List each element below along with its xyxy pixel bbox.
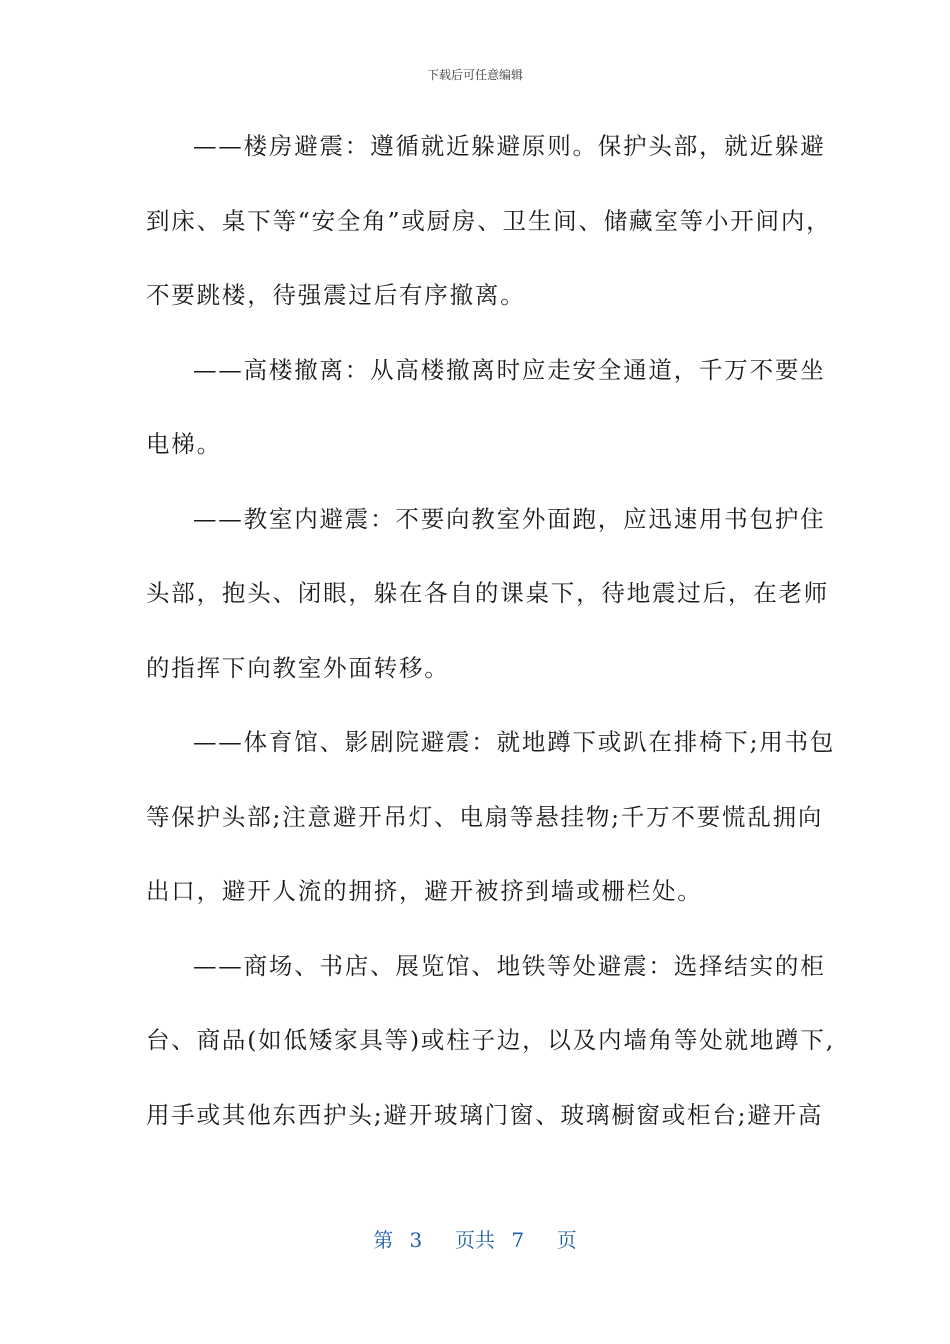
paragraph bbox=[146, 120, 832, 344]
paragraph-line: 电梯。 bbox=[146, 430, 222, 458]
document-body bbox=[146, 120, 836, 1163]
paragraph-line: 出口，避开人流的拥挤，避开被挤到墙或栅栏处。 bbox=[146, 877, 703, 905]
paragraph-line: 的指挥下向教室外面转移。 bbox=[146, 653, 450, 682]
paragraph-line: 用手或其他东西护头;避开玻璃门窗、玻璃橱窗或柜台;避开高 bbox=[146, 1100, 824, 1129]
paragraph bbox=[146, 716, 836, 940]
paragraph-line: 台、商品(如低矮家具等)或柱子边，以及内墙角等处就地蹲下, bbox=[146, 1026, 836, 1054]
paragraph bbox=[146, 493, 830, 717]
paragraph-line: 等保护头部;注意避开吊灯、电扇等悬挂物;千万不要慌乱拥向 bbox=[146, 802, 824, 831]
paragraph bbox=[146, 940, 836, 1164]
page-header: 下载后可任意编辑 bbox=[426, 68, 523, 82]
paragraph-line: ——商场、书店、展览馆、地铁等处避震：选择结实的柜 bbox=[193, 951, 826, 980]
paragraph-line: 到床、桌下等“安全角”或厨房、卫生间、储藏室等小开间内， bbox=[146, 206, 832, 235]
paragraph bbox=[146, 344, 826, 493]
paragraph-line: 不要跳楼，待强震过后有序撤离。 bbox=[146, 281, 526, 309]
paragraph-line: ——教室内避震：不要向教室外面跑，应迅速用书包护住 bbox=[193, 504, 826, 533]
page-number-footer: 第 3 页共 7 页 bbox=[373, 1228, 577, 1252]
paragraph-line: ——楼房避震：遵循就近躲避原则。保护头部，就近躲避 bbox=[193, 132, 826, 160]
paragraph-line: ——体育馆、影剧院避震：就地蹲下或趴在排椅下;用书包 bbox=[193, 728, 836, 756]
paragraph-line: ——高楼撤离：从高楼撤离时应走安全通道，千万不要坐 bbox=[193, 355, 826, 384]
paragraph-line: 头部，抱头、闭眼，躲在各自的课桌下，待地震过后，在老师 bbox=[146, 579, 830, 607]
